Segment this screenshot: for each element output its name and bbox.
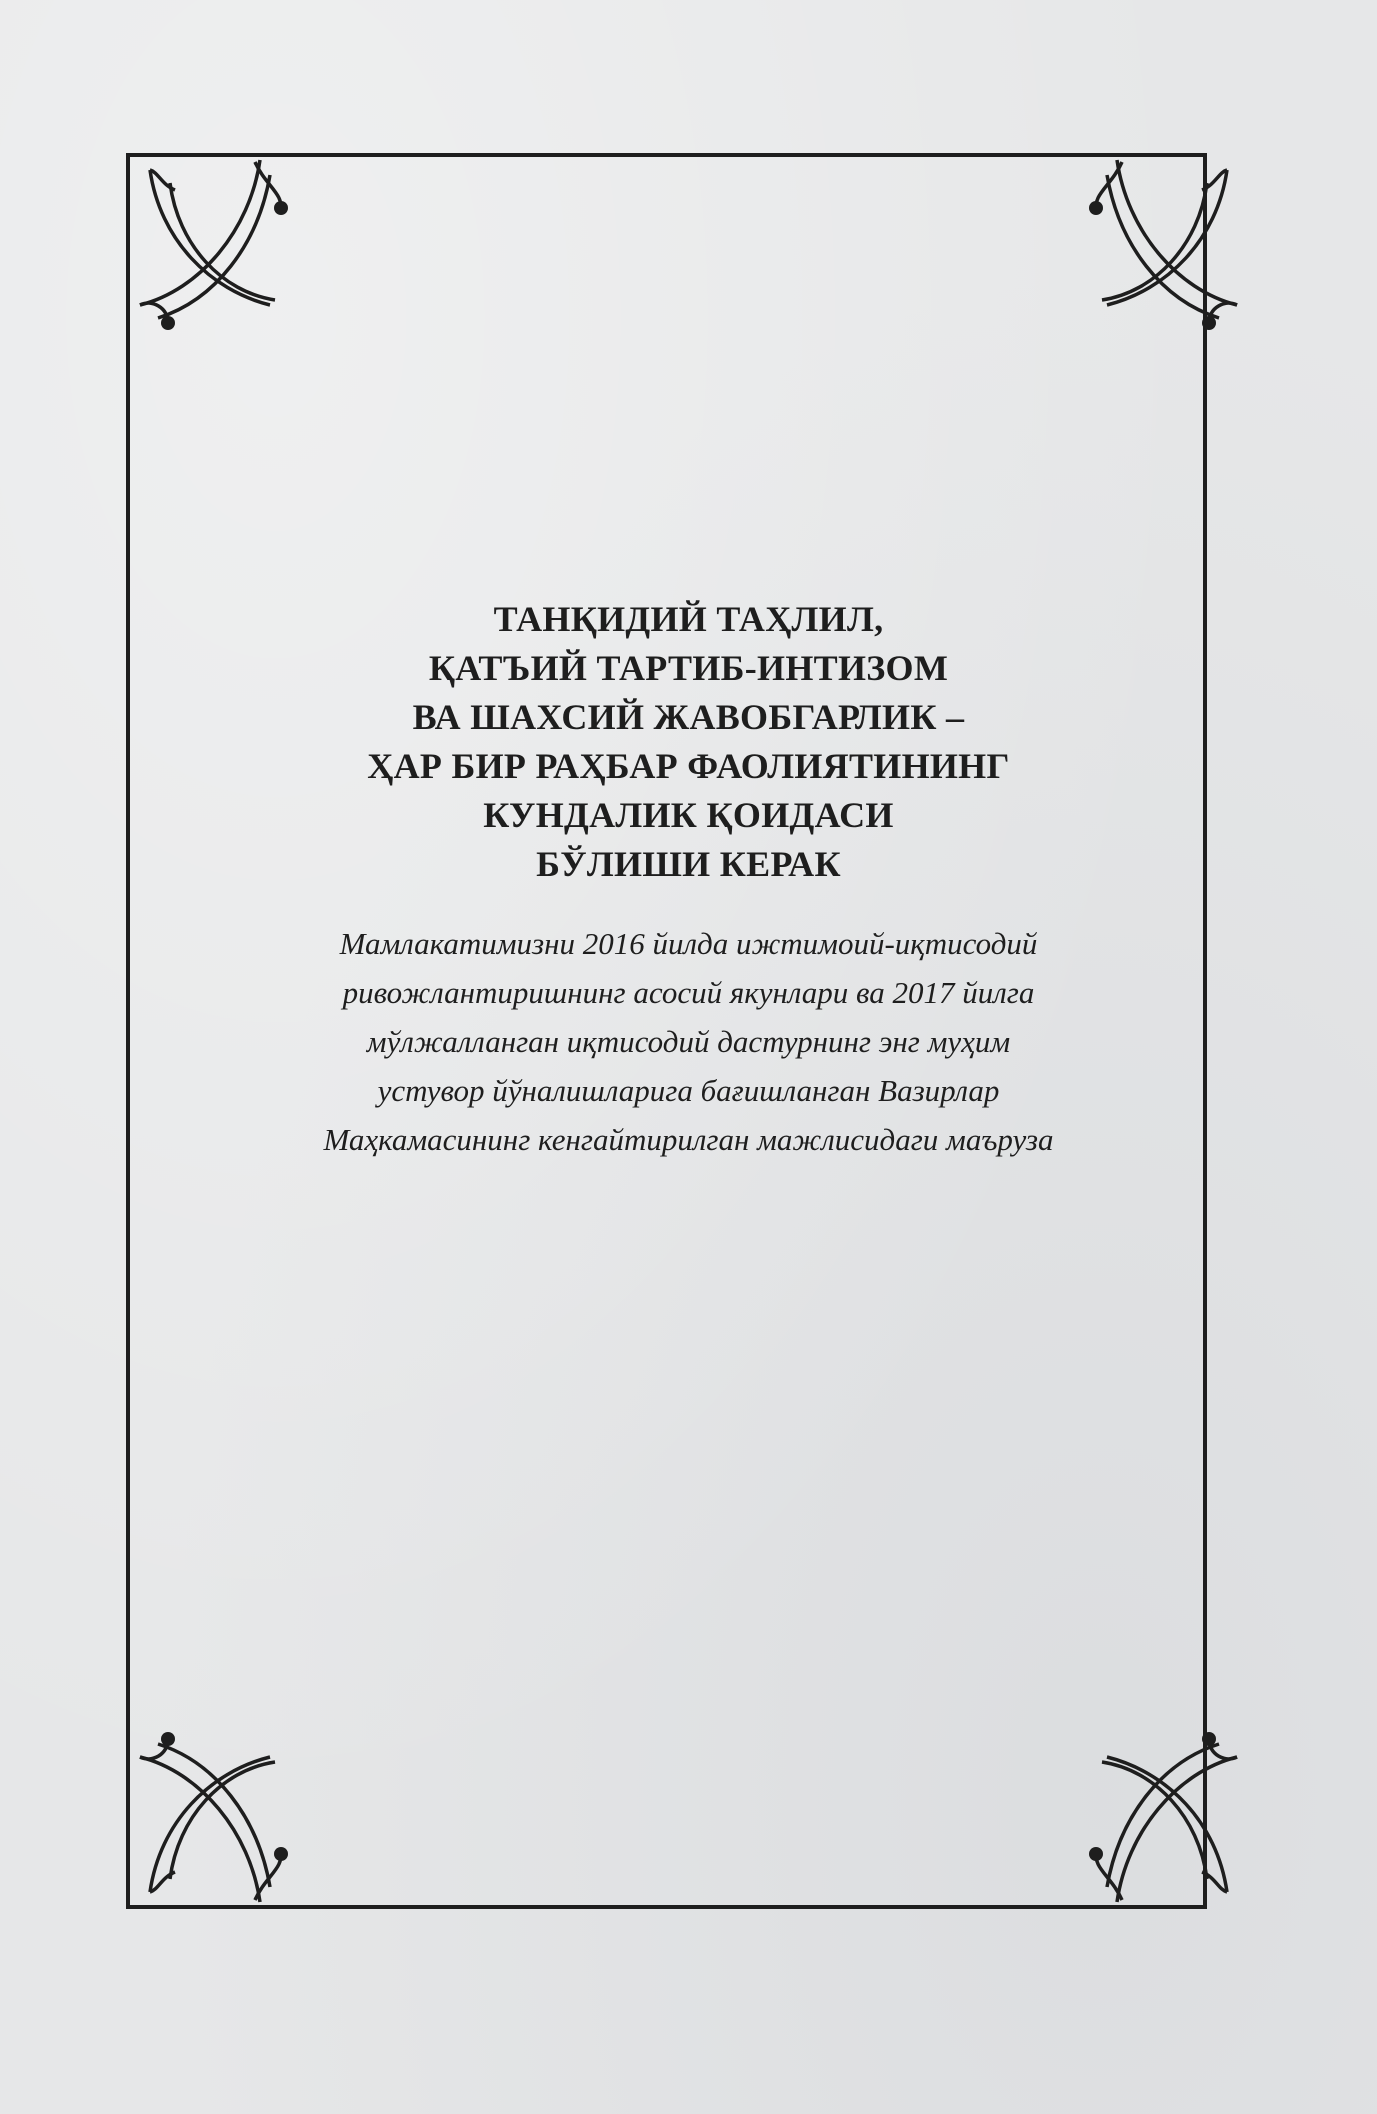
corner-ornament-top-left-icon (140, 160, 288, 330)
title-line: БЎЛИШИ КЕРАК (536, 844, 841, 884)
title-block (180, 595, 1197, 1164)
subtitle-line: устувор йўналишларига бағишланган Вазирлар (377, 1073, 1000, 1108)
subtitle-line: мўлжалланган иқтисодий дастурнинг энг муҳим (366, 1024, 1011, 1059)
subtitle-line: Мамлакатимизни 2016 йилда ижтимоий-иқтисодий (339, 926, 1038, 961)
title-line: ҲАР БИР РАҲБАР ФАОЛИЯТИНИНГ (367, 746, 1010, 786)
corner-ornament-bottom-right-icon (1089, 1732, 1237, 1902)
title-line: ВА ШАХСИЙ ЖАВОБГАРЛИК – (412, 697, 965, 737)
document-title (180, 595, 1197, 889)
subtitle-line: ривожлантиришнинг асосий якунлари ва 2017 йилга (342, 975, 1035, 1010)
title-line: КУНДАЛИК ҚОИДАСИ (483, 795, 894, 835)
title-line: ҚАТЪИЙ ТАРТИБ-ИНТИЗОМ (428, 648, 949, 688)
subtitle-line: Маҳкамасининг кенгайтирилган мажлисидаги маъруза (323, 1122, 1054, 1157)
corner-ornament-bottom-left-icon (140, 1732, 288, 1902)
title-line: ТАНҚИДИЙ ТАҲЛИЛ, (493, 599, 884, 639)
corner-ornament-top-right-icon (1089, 160, 1237, 330)
document-subtitle (180, 919, 1197, 1164)
